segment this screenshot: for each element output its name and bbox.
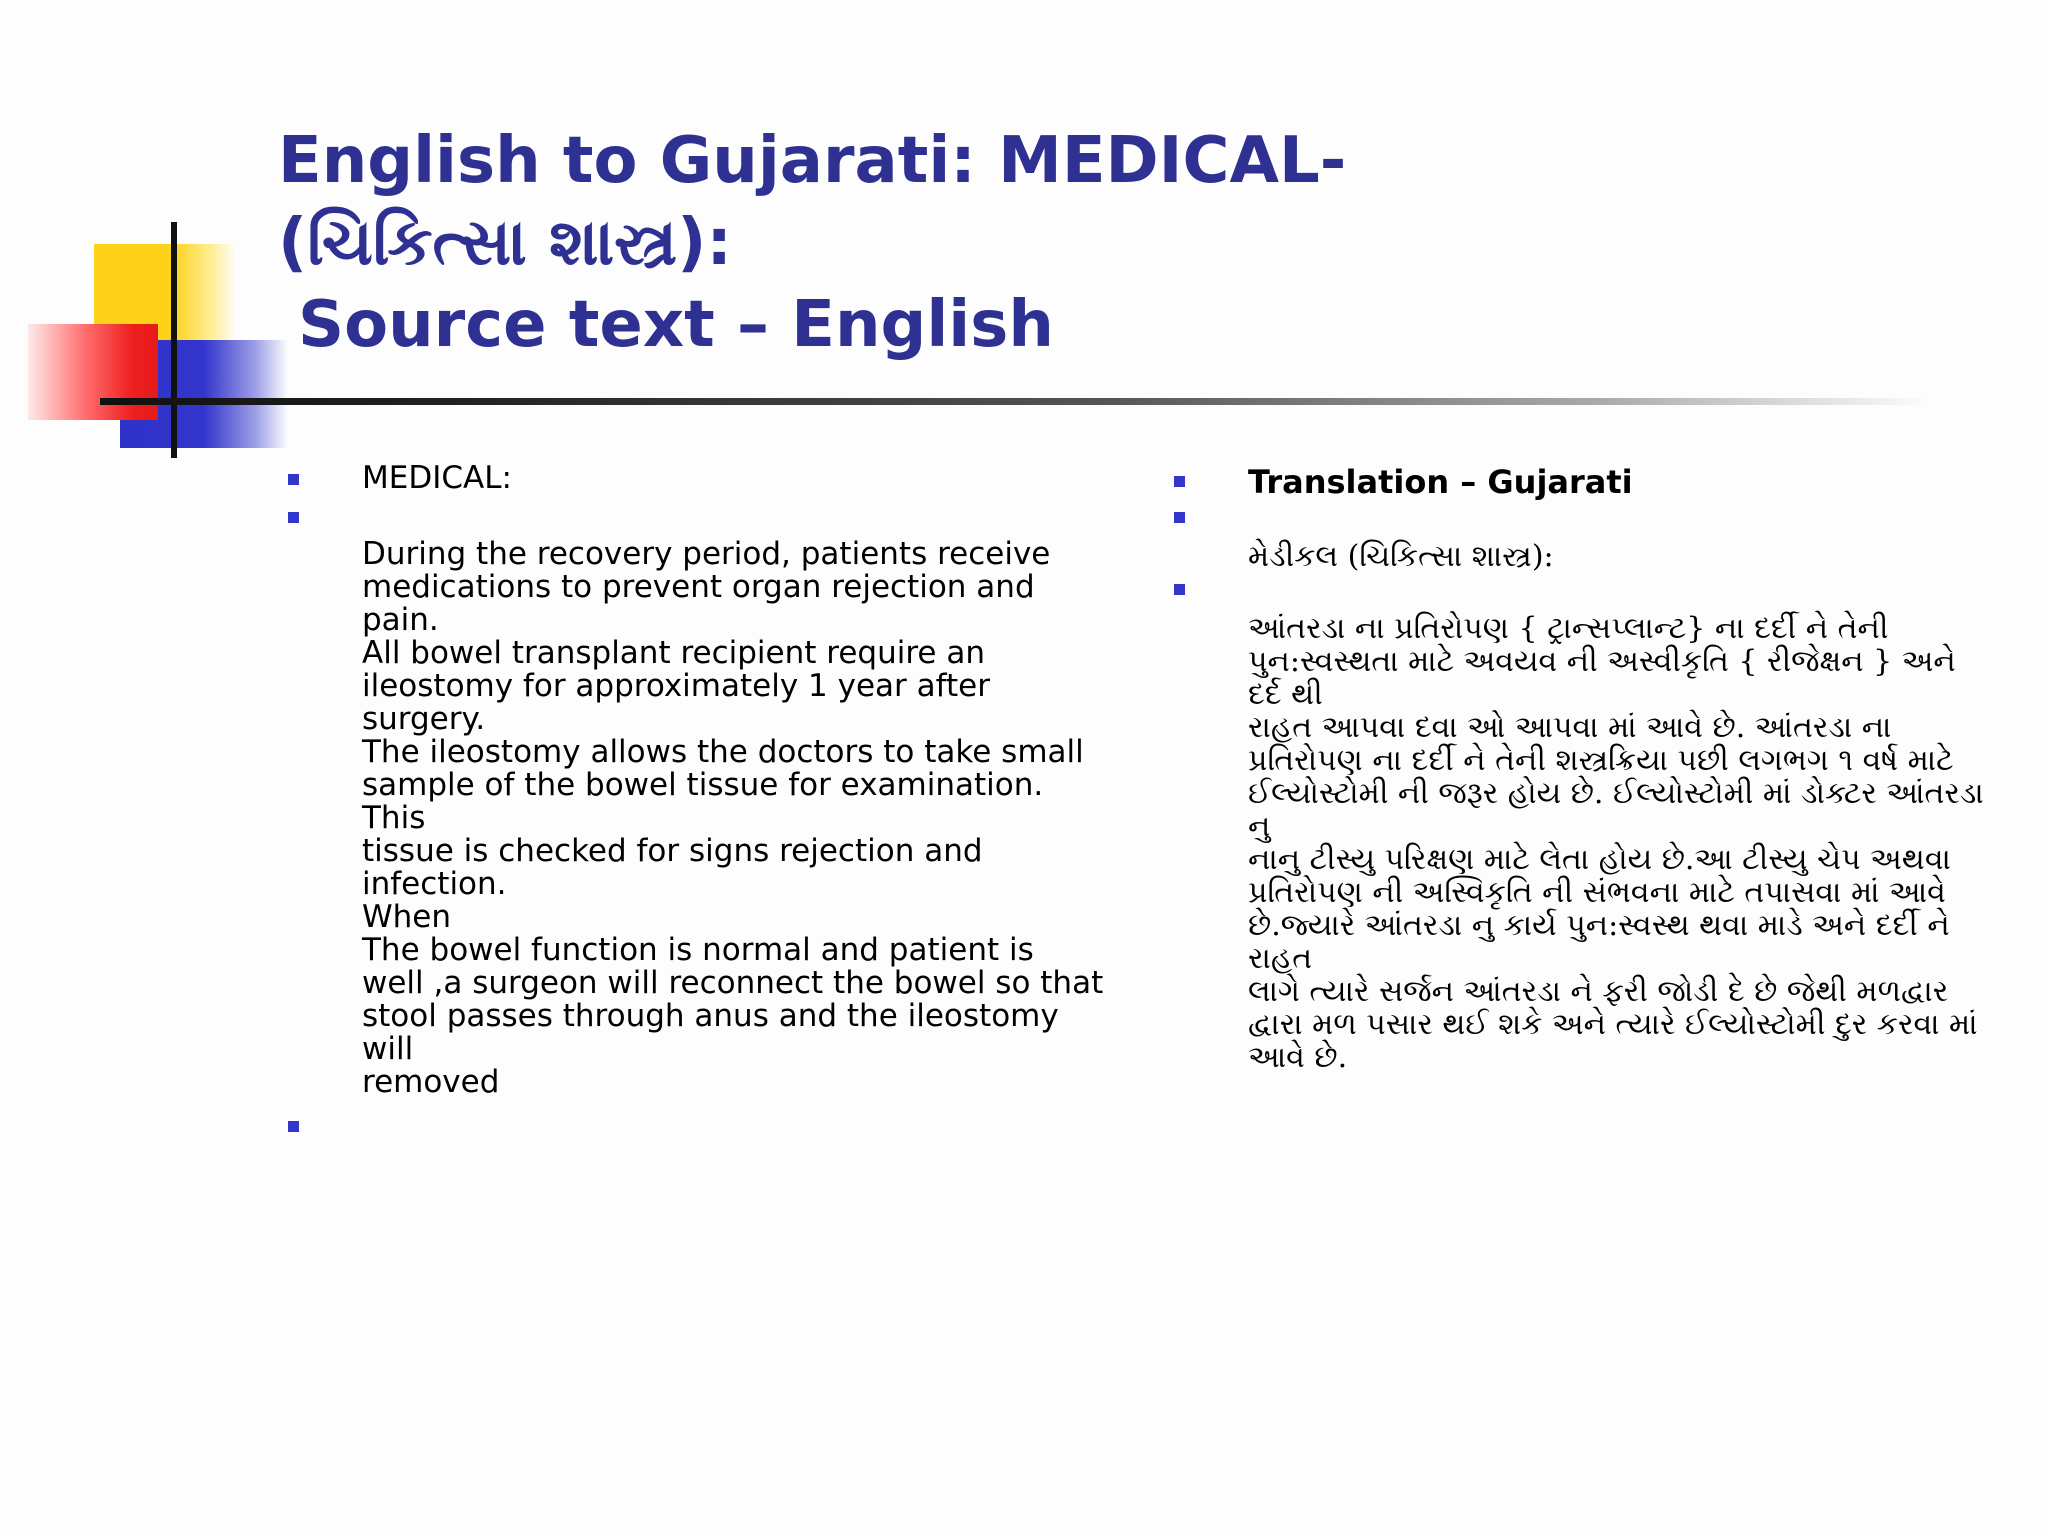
- list-item: [282, 462, 1112, 500]
- translation-line: ઈલ્યોસ્ટોમી ની જરૂર હોય છે. ઈલ્યોસ્ટોમી માં ડોક્ટર આંતરડા નુ: [1248, 776, 1984, 844]
- translation-line: દ્વારા મળ પસાર થઈ શકે અને ત્યારે ઈલ્યોસ્ટોમી દુર કરવા માં: [1248, 1007, 1978, 1042]
- list-item: [1168, 574, 1998, 1074]
- source-line: stool passes through anus and the ileostomy will: [362, 998, 1059, 1067]
- translation-heading: Translation – Gujarati: [1248, 463, 1633, 501]
- source-line: medications to prevent organ rejection and pain.: [362, 569, 1035, 638]
- source-line: The ileostomy allows the doctors to take small: [362, 734, 1084, 770]
- decor-red-square: [28, 324, 158, 420]
- bullet-icon: [288, 512, 299, 523]
- list-item: [282, 1109, 1112, 1143]
- source-line: The bowel function is normal and patient is: [362, 932, 1034, 968]
- translation-paragraph: [1248, 612, 1998, 1074]
- decor-vertical-line: [171, 222, 177, 458]
- source-line: sample of the bowel tissue for examination. This: [362, 767, 1044, 836]
- source-line: tissue is checked for signs rejection and infection.: [362, 833, 983, 902]
- medical-label: MEDICAL:: [362, 460, 512, 496]
- translation-column: [1168, 462, 1998, 1074]
- translation-line: નાનુ ટીસ્યુ પરિક્ષણ માટે લેતા હોય છે.આ ટીસ્યુ ચેપ અથવા: [1248, 842, 1951, 877]
- slide-title: [278, 120, 1878, 366]
- source-line: During the recovery period, patients receive: [362, 536, 1051, 572]
- translation-line: છે.જ્યારે આંતરડા નુ કાર્ય પુન:સ્વસ્થ થવા માડે અને દર્દી ને રાહત: [1248, 908, 1950, 976]
- list-item: [282, 500, 1112, 1099]
- list-item: [1168, 462, 1998, 502]
- source-line: All bowel transplant recipient require an: [362, 635, 985, 671]
- translation-line: પ્રતિરોપણ ની અસ્વિકૃતિ ની સંભવના માટે તપાસવા માં આવે: [1248, 875, 1946, 910]
- bullet-icon: [1174, 512, 1185, 523]
- bullet-icon: [1174, 584, 1185, 595]
- bullet-icon: [1174, 476, 1185, 487]
- translation-line: રાહત આપવા દવા ઓ આપવા માં આવે છે. આંતરડા ના: [1248, 710, 1892, 745]
- list-item: [1168, 502, 1998, 574]
- translation-line: આંતરડા ના પ્રતિરોપણ { ટ્રાન્સપ્લાન્ટ} ના દર્દી ને તેની: [1248, 611, 1889, 646]
- source-line: When: [362, 899, 452, 935]
- title-line-2: (ચિકિત્સા શાસ્ત્ર):: [278, 206, 733, 280]
- title-line-1: English to Gujarati: MEDICAL-: [278, 124, 1347, 198]
- translation-line: પ્રતિરોપણ ના દર્દી ને તેની શસ્ત્રક્રિયા પછી લગભગ ૧ વર્ષ માટે: [1248, 743, 1954, 778]
- translation-line: આવે છે.: [1248, 1040, 1348, 1075]
- title-line-3: Source text – English: [298, 288, 1054, 362]
- translation-subheading: મેડીકલ (ચિકિત્સા શાસ્ત્ર):: [1248, 539, 1554, 574]
- source-line: ileostomy for approximately 1 year after surgery.: [362, 668, 990, 737]
- translation-line: લાગે ત્યારે સર્જન આંતરડા ને ફરી જોડી દે છે જેથી મળદ્વાર: [1248, 974, 1949, 1009]
- source-text-column: [282, 462, 1112, 1143]
- bullet-icon: [288, 474, 299, 485]
- bullet-icon: [288, 1121, 299, 1132]
- source-paragraph: [362, 538, 1112, 1099]
- source-line: well ,a surgeon will reconnect the bowel so that: [362, 965, 1104, 1001]
- translation-line: પુન:સ્વસ્થતા માટે અવયવ ની અસ્વીકૃતિ { રીજેક્ષન } અને દર્દ થી: [1248, 644, 1956, 712]
- title-divider-line: [100, 398, 1930, 405]
- source-line: removed: [362, 1064, 500, 1100]
